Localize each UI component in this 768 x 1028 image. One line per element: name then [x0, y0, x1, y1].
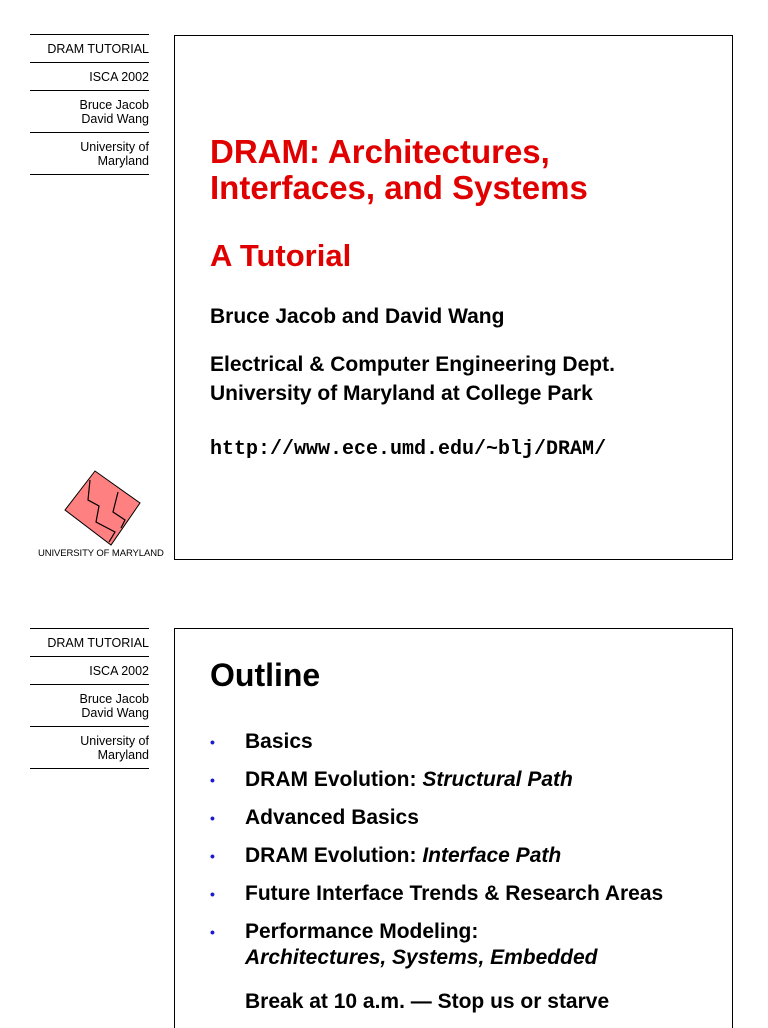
bullet-icon: • [210, 734, 215, 750]
department-line-1: Electrical & Computer Engineering Dept. [210, 353, 615, 376]
slide-title-line-1: DRAM: Architectures, [210, 133, 550, 170]
bullet-icon: • [210, 772, 215, 788]
sidebar-author-1: Bruce Jacob [79, 98, 149, 112]
slide-sidebar [30, 34, 149, 175]
outline-item-text: Basics [245, 730, 313, 753]
break-note: Break at 10 a.m. — Stop us or starve [245, 990, 610, 1013]
outline-item-emphasis: Architectures, Systems, Embedded [245, 946, 598, 969]
sidebar-organization [30, 132, 149, 175]
sidebar-authors [30, 90, 149, 132]
sidebar-org-line-1: University of [80, 734, 149, 748]
outline-item [210, 919, 663, 971]
sidebar-conference [30, 656, 149, 684]
sidebar-conference [30, 62, 149, 90]
bullet-icon: • [210, 924, 215, 940]
bullet-icon: • [210, 886, 215, 902]
outline-item [210, 805, 663, 831]
outline-item-text: DRAM Evolution: [245, 768, 423, 791]
sidebar-org-line-2: Maryland [97, 154, 149, 168]
sidebar-author-1: Bruce Jacob [79, 692, 149, 706]
sidebar-org-line-2: Maryland [97, 748, 149, 762]
sidebar-org-line-1: University of [80, 140, 149, 154]
outline-item-text: Future Interface Trends & Research Areas [245, 882, 664, 905]
sidebar-event [30, 628, 149, 656]
outline-item-text: DRAM Evolution: [245, 844, 423, 867]
outline-item-text: Advanced Basics [245, 806, 419, 829]
department-line-2: University of Maryland at College Park [210, 382, 593, 405]
sidebar-conference-label: ISCA 2002 [89, 70, 149, 84]
outline-slide [0, 594, 768, 1024]
outline-title: Outline [210, 657, 321, 693]
outline-list [210, 729, 663, 983]
logo-caption: UNIVERSITY OF MARYLAND [38, 548, 164, 559]
outline-item [210, 767, 663, 793]
outline-item [210, 729, 663, 755]
sidebar-event [30, 34, 149, 62]
slide-sidebar [30, 628, 149, 769]
outline-item [210, 881, 663, 907]
slide-title [210, 134, 588, 206]
outline-item-text: Performance Modeling: [245, 920, 479, 943]
tutorial-url: http://www.ece.umd.edu/~blj/DRAM/ [210, 438, 607, 461]
sidebar-event-label: DRAM TUTORIAL [47, 636, 149, 650]
authors-line: Bruce Jacob and David Wang [210, 305, 505, 328]
sidebar-organization [30, 726, 149, 769]
bullet-icon: • [210, 810, 215, 826]
sidebar-authors [30, 684, 149, 726]
slide-title-line-2: Interfaces, and Systems [210, 169, 588, 206]
bullet-icon: • [210, 848, 215, 864]
sidebar-author-2: David Wang [81, 706, 149, 720]
department [210, 350, 615, 408]
title-slide-frame [174, 35, 733, 560]
university-logo [38, 470, 158, 550]
slide-subtitle: A Tutorial [210, 238, 352, 273]
outline-item [210, 843, 663, 869]
outline-item-emphasis: Interface Path [422, 844, 562, 867]
sidebar-author-2: David Wang [81, 112, 149, 126]
sidebar-event-label: DRAM TUTORIAL [47, 42, 149, 56]
outline-slide-frame [174, 628, 733, 1028]
sidebar-conference-label: ISCA 2002 [89, 664, 149, 678]
outline-item-emphasis: Structural Path [422, 768, 573, 791]
